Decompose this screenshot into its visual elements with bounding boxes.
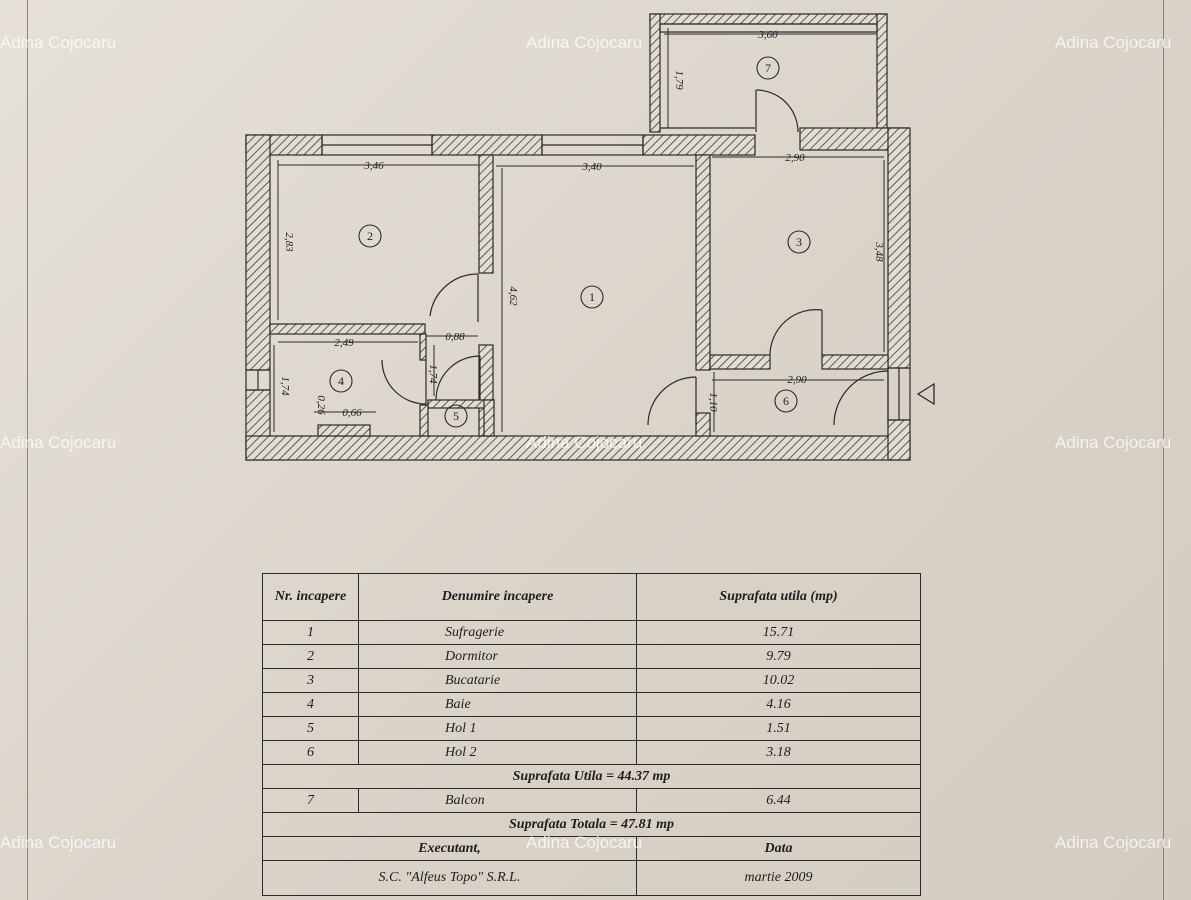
row-area: 1.51 bbox=[637, 717, 921, 741]
dim-bath-niche-depth: 0,26 bbox=[315, 395, 327, 415]
header-area: Suprafata utila (mp) bbox=[637, 574, 921, 621]
row-nr: 1 bbox=[263, 621, 359, 645]
plan-dimension-labels bbox=[279, 29, 885, 419]
room-number-1: 1 bbox=[589, 290, 595, 304]
dim-hall2-width: 2,90 bbox=[787, 374, 807, 386]
useful-total: Suprafata Utila = 44.37 mp bbox=[263, 765, 921, 789]
header-nr: Nr. incapere bbox=[263, 574, 359, 621]
table-row bbox=[263, 645, 921, 669]
dim-bath-width: 2,49 bbox=[334, 337, 354, 349]
room-number-2: 2 bbox=[367, 229, 373, 243]
row-name: Dormitor bbox=[359, 645, 637, 669]
row-area: 6.44 bbox=[637, 789, 921, 813]
watermark-text: Adina Cojocaru bbox=[1055, 833, 1172, 852]
row-name: Balcon bbox=[359, 789, 637, 813]
dim-hall1-width: 0,88 bbox=[445, 331, 465, 343]
plan-walls bbox=[246, 14, 910, 460]
company-name: S.C. "Alfeus Topo" S.R.L. bbox=[263, 861, 637, 896]
table-row bbox=[263, 717, 921, 741]
table-row bbox=[263, 621, 921, 645]
dim-living-depth: 4,62 bbox=[507, 286, 519, 306]
table-header-row bbox=[263, 574, 921, 621]
executant-label: Executant, bbox=[263, 837, 637, 861]
row-name: Hol 2 bbox=[359, 741, 637, 765]
entrance-arrow-icon bbox=[918, 384, 934, 404]
dim-balcony-width: 3,60 bbox=[758, 29, 778, 41]
watermark-text: Adina Cojocaru bbox=[526, 433, 643, 452]
room-number-3: 3 bbox=[796, 235, 802, 249]
row-name: Hol 1 bbox=[359, 717, 637, 741]
plan-windows bbox=[246, 24, 910, 420]
watermark-text: Adina Cojocaru bbox=[526, 833, 643, 852]
row-area: 10.02 bbox=[637, 669, 921, 693]
dim-kitchen-depth: 3,48 bbox=[873, 242, 885, 262]
watermark-text: Adina Cojocaru bbox=[0, 33, 117, 52]
dim-bath-niche-width: 0,66 bbox=[342, 407, 362, 419]
dim-hall2-depth: 1,10 bbox=[707, 392, 719, 412]
document-date: martie 2009 bbox=[637, 861, 921, 896]
row-nr: 7 bbox=[263, 789, 359, 813]
row-nr: 2 bbox=[263, 645, 359, 669]
dim-bath-depth: 1,74 bbox=[279, 376, 291, 396]
table-row bbox=[263, 693, 921, 717]
plan-dimension-lines bbox=[274, 28, 884, 432]
table-row bbox=[263, 789, 921, 813]
footer-value-row bbox=[263, 861, 921, 896]
row-name: Sufragerie bbox=[359, 621, 637, 645]
watermark-text: Adina Cojocaru bbox=[1055, 33, 1172, 52]
room-number-7: 7 bbox=[765, 61, 771, 75]
row-name: Baie bbox=[359, 693, 637, 717]
room-number-6: 6 bbox=[783, 394, 789, 408]
useful-total-row bbox=[263, 765, 921, 789]
plan-room-numbers bbox=[330, 57, 810, 427]
row-area: 9.79 bbox=[637, 645, 921, 669]
table-row bbox=[263, 741, 921, 765]
dim-bedroom-depth: 2,83 bbox=[283, 232, 295, 252]
row-area: 3.18 bbox=[637, 741, 921, 765]
row-area: 15.71 bbox=[637, 621, 921, 645]
row-nr: 3 bbox=[263, 669, 359, 693]
row-area: 4.16 bbox=[637, 693, 921, 717]
row-nr: 4 bbox=[263, 693, 359, 717]
watermark-text: Adina Cojocaru bbox=[526, 33, 643, 52]
row-name: Bucatarie bbox=[359, 669, 637, 693]
dim-living-width: 3,40 bbox=[582, 161, 602, 173]
row-nr: 6 bbox=[263, 741, 359, 765]
room-number-5: 5 bbox=[453, 409, 459, 423]
watermark-text: Adina Cojocaru bbox=[0, 833, 117, 852]
table-row bbox=[263, 669, 921, 693]
watermark-text: Adina Cojocaru bbox=[0, 433, 117, 452]
dim-balcony-depth: 1,79 bbox=[673, 70, 685, 90]
watermark-text: Adina Cojocaru bbox=[1055, 433, 1172, 452]
grand-total: Suprafata Totala = 47.81 mp bbox=[263, 813, 921, 837]
dim-hall1-depth: 1,74 bbox=[427, 364, 439, 384]
dim-kitchen-width: 2,90 bbox=[785, 152, 805, 164]
header-name: Denumire incapere bbox=[359, 574, 637, 621]
row-nr: 5 bbox=[263, 717, 359, 741]
date-label: Data bbox=[637, 837, 921, 861]
dim-bedroom-width: 3,46 bbox=[364, 160, 384, 172]
room-number-4: 4 bbox=[338, 374, 344, 388]
